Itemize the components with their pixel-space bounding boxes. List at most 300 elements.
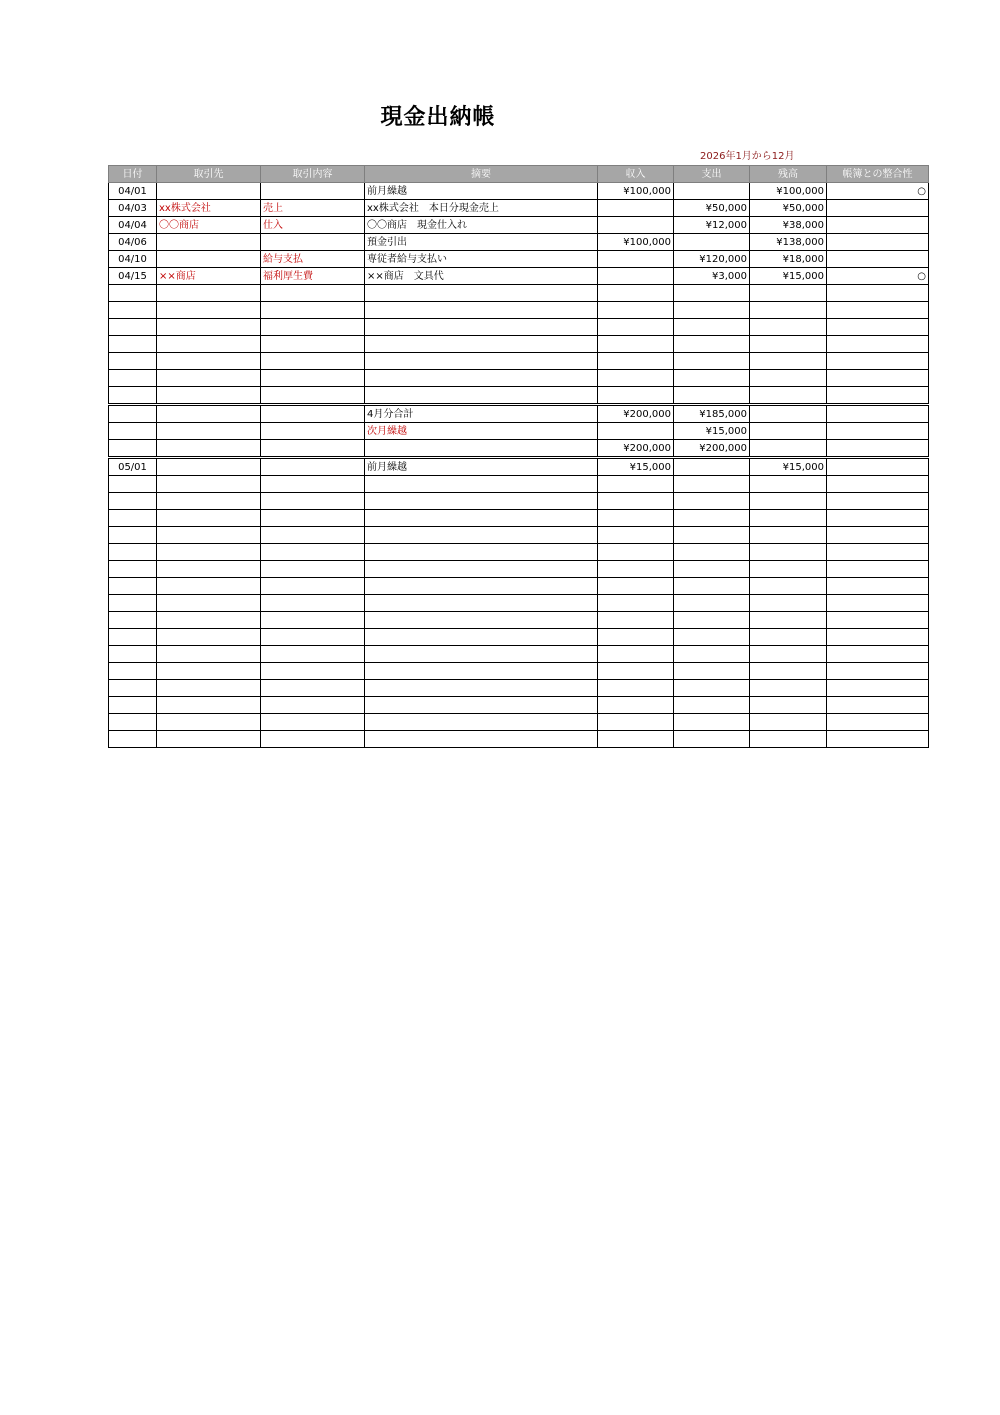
may-blank-rows <box>109 476 929 748</box>
cell[interactable] <box>598 493 674 510</box>
cell[interactable] <box>827 387 929 405</box>
cell[interactable] <box>827 353 929 370</box>
carry-next-row <box>109 423 929 440</box>
cell[interactable] <box>365 370 598 387</box>
month-income: ¥200,000 <box>598 405 674 423</box>
cell[interactable] <box>598 714 674 731</box>
cell[interactable] <box>365 353 598 370</box>
summary-cell: 〇〇商店 現金仕入れ <box>365 217 598 234</box>
expense-cell: ¥3,000 <box>674 268 750 285</box>
cell[interactable] <box>674 731 750 748</box>
cell[interactable] <box>365 336 598 353</box>
cell[interactable] <box>674 302 750 319</box>
income-cell <box>598 217 674 234</box>
summary-cell: 専従者給与支払い <box>365 251 598 268</box>
partner-cell: xx株式会社 <box>157 200 261 217</box>
summary-cell: 預金引出 <box>365 234 598 251</box>
expense-cell <box>674 234 750 251</box>
expense-cell <box>674 458 750 476</box>
check-cell <box>827 200 929 217</box>
cell[interactable] <box>109 493 157 510</box>
cell[interactable] <box>261 697 365 714</box>
cell[interactable] <box>261 527 365 544</box>
date-cell: 04/06 <box>109 234 157 251</box>
partner-cell <box>157 458 261 476</box>
cell[interactable] <box>674 493 750 510</box>
cell[interactable] <box>750 405 827 423</box>
cell[interactable] <box>109 612 157 629</box>
table-row <box>109 217 929 234</box>
cell[interactable] <box>750 595 827 612</box>
income-cell: ¥100,000 <box>598 183 674 200</box>
cell[interactable] <box>261 680 365 697</box>
cell[interactable] <box>157 646 261 663</box>
cell[interactable] <box>157 319 261 336</box>
cell[interactable] <box>365 646 598 663</box>
cell[interactable] <box>674 527 750 544</box>
date-cell: 05/01 <box>109 458 157 476</box>
cell[interactable] <box>750 319 827 336</box>
cell[interactable] <box>750 697 827 714</box>
date-cell: 04/03 <box>109 200 157 217</box>
cell[interactable] <box>750 663 827 680</box>
content-cell: 売上 <box>261 200 365 217</box>
cell[interactable] <box>157 663 261 680</box>
cell[interactable] <box>365 663 598 680</box>
cell[interactable] <box>365 302 598 319</box>
cell[interactable] <box>827 680 929 697</box>
cell[interactable] <box>157 353 261 370</box>
cell[interactable] <box>365 612 598 629</box>
date-cell: 04/10 <box>109 251 157 268</box>
blank-row <box>109 476 929 493</box>
check-cell: ○ <box>827 183 929 200</box>
cell[interactable] <box>598 370 674 387</box>
income-cell <box>598 251 674 268</box>
summary-cell: ××商店 文具代 <box>365 268 598 285</box>
header-expense: 支出 <box>674 166 750 183</box>
balance-cell: ¥50,000 <box>750 200 827 217</box>
cell[interactable] <box>157 578 261 595</box>
content-cell <box>261 183 365 200</box>
cell[interactable] <box>157 370 261 387</box>
cell[interactable] <box>261 336 365 353</box>
cell[interactable] <box>827 561 929 578</box>
date-cell: 04/04 <box>109 217 157 234</box>
cell[interactable] <box>827 493 929 510</box>
balance-cell: ¥138,000 <box>750 234 827 251</box>
cell[interactable] <box>827 646 929 663</box>
cell[interactable] <box>598 612 674 629</box>
cell[interactable] <box>261 423 365 440</box>
cell[interactable] <box>109 578 157 595</box>
income-cell: ¥15,000 <box>598 458 674 476</box>
cell[interactable] <box>109 663 157 680</box>
cell[interactable] <box>109 527 157 544</box>
cell[interactable] <box>109 423 157 440</box>
cell[interactable] <box>750 285 827 302</box>
cell[interactable] <box>827 440 929 458</box>
cell[interactable] <box>750 714 827 731</box>
income-cell <box>598 200 674 217</box>
april-blank-rows <box>109 285 929 405</box>
cell[interactable] <box>750 336 827 353</box>
blank-row <box>109 612 929 629</box>
cell[interactable] <box>598 663 674 680</box>
blank-row <box>109 680 929 697</box>
cell[interactable] <box>157 440 261 458</box>
cell[interactable] <box>365 697 598 714</box>
blank-row <box>109 731 929 748</box>
content-cell <box>261 458 365 476</box>
blank-row <box>109 353 929 370</box>
cell[interactable] <box>157 595 261 612</box>
cell[interactable] <box>109 440 157 458</box>
table-row <box>109 234 929 251</box>
cell[interactable] <box>674 663 750 680</box>
cell[interactable] <box>261 544 365 561</box>
blank-row <box>109 595 929 612</box>
blank-row <box>109 561 929 578</box>
cell[interactable] <box>157 336 261 353</box>
check-cell <box>827 234 929 251</box>
header-balance: 残高 <box>750 166 827 183</box>
grand-total-row <box>109 440 929 458</box>
table-row <box>109 251 929 268</box>
cell[interactable] <box>827 663 929 680</box>
cell[interactable] <box>674 561 750 578</box>
balance-cell: ¥100,000 <box>750 183 827 200</box>
cell[interactable] <box>109 387 157 405</box>
cell[interactable] <box>674 646 750 663</box>
blank-row <box>109 285 929 302</box>
cell[interactable] <box>109 646 157 663</box>
cell[interactable] <box>365 680 598 697</box>
cell[interactable] <box>261 578 365 595</box>
cell[interactable] <box>109 285 157 302</box>
cell[interactable] <box>750 423 827 440</box>
blank-row <box>109 629 929 646</box>
cell[interactable] <box>598 510 674 527</box>
header-content: 取引内容 <box>261 166 365 183</box>
partner-cell <box>157 183 261 200</box>
cell[interactable] <box>674 353 750 370</box>
cell[interactable] <box>261 646 365 663</box>
cell[interactable] <box>598 680 674 697</box>
content-cell: 福利厚生費 <box>261 268 365 285</box>
cell[interactable] <box>827 285 929 302</box>
cell[interactable] <box>598 423 674 440</box>
cell[interactable] <box>261 510 365 527</box>
content-cell <box>261 234 365 251</box>
cell[interactable] <box>674 336 750 353</box>
summary-cell: 前月繰越 <box>365 183 598 200</box>
cell[interactable] <box>827 697 929 714</box>
cell[interactable] <box>827 423 929 440</box>
expense-cell: ¥12,000 <box>674 217 750 234</box>
month-expense: ¥185,000 <box>674 405 750 423</box>
balance-cell: ¥15,000 <box>750 268 827 285</box>
cell[interactable] <box>827 405 929 423</box>
cell[interactable] <box>365 440 598 458</box>
cell[interactable] <box>157 680 261 697</box>
cell[interactable] <box>157 423 261 440</box>
cell[interactable] <box>365 544 598 561</box>
cell[interactable] <box>157 612 261 629</box>
cell[interactable] <box>827 714 929 731</box>
cell[interactable] <box>598 561 674 578</box>
cell[interactable] <box>750 476 827 493</box>
page-title: 現金出納帳 <box>380 105 496 130</box>
cell[interactable] <box>750 302 827 319</box>
cell[interactable] <box>827 612 929 629</box>
header-row <box>109 166 929 183</box>
cell[interactable] <box>261 405 365 423</box>
partner-cell <box>157 234 261 251</box>
balance-cell: ¥38,000 <box>750 217 827 234</box>
cell[interactable] <box>598 336 674 353</box>
cell[interactable] <box>827 370 929 387</box>
cell[interactable] <box>365 629 598 646</box>
expense-cell: ¥50,000 <box>674 200 750 217</box>
cell[interactable] <box>365 510 598 527</box>
cell[interactable] <box>598 697 674 714</box>
cell[interactable] <box>598 476 674 493</box>
cell[interactable] <box>674 370 750 387</box>
cell[interactable] <box>827 476 929 493</box>
content-cell: 給与支払 <box>261 251 365 268</box>
blank-row <box>109 578 929 595</box>
cell[interactable] <box>674 387 750 405</box>
header-income: 収入 <box>598 166 674 183</box>
cell[interactable] <box>598 544 674 561</box>
date-cell: 04/01 <box>109 183 157 200</box>
blank-row <box>109 370 929 387</box>
cell[interactable] <box>674 697 750 714</box>
cell[interactable] <box>157 387 261 405</box>
header-partner: 取引先 <box>157 166 261 183</box>
cell[interactable] <box>109 319 157 336</box>
cell[interactable] <box>827 302 929 319</box>
cell[interactable] <box>827 319 929 336</box>
cell[interactable] <box>157 697 261 714</box>
balance-cell: ¥18,000 <box>750 251 827 268</box>
cash-ledger-table <box>108 165 929 748</box>
cell[interactable] <box>674 544 750 561</box>
content-cell: 仕入 <box>261 217 365 234</box>
cell[interactable] <box>261 663 365 680</box>
date-cell: 04/15 <box>109 268 157 285</box>
cell[interactable] <box>750 612 827 629</box>
cell[interactable] <box>109 629 157 646</box>
period-label: 2026年1月から12月 <box>700 151 795 162</box>
cell[interactable] <box>674 612 750 629</box>
blank-row <box>109 319 929 336</box>
cell[interactable] <box>109 544 157 561</box>
cell[interactable] <box>827 731 929 748</box>
cell[interactable] <box>365 387 598 405</box>
cell[interactable] <box>261 493 365 510</box>
cell[interactable] <box>261 285 365 302</box>
cell[interactable] <box>365 595 598 612</box>
blank-row <box>109 714 929 731</box>
cell[interactable] <box>750 629 827 646</box>
check-cell <box>827 217 929 234</box>
cell[interactable] <box>750 731 827 748</box>
cell[interactable] <box>157 561 261 578</box>
cell[interactable] <box>674 319 750 336</box>
cell[interactable] <box>261 353 365 370</box>
cell[interactable] <box>674 714 750 731</box>
cell[interactable] <box>261 612 365 629</box>
cell[interactable] <box>827 510 929 527</box>
cell[interactable] <box>750 370 827 387</box>
cell[interactable] <box>674 510 750 527</box>
cell[interactable] <box>157 527 261 544</box>
cell[interactable] <box>598 387 674 405</box>
cell[interactable] <box>157 476 261 493</box>
cell[interactable] <box>827 595 929 612</box>
cell[interactable] <box>365 731 598 748</box>
cell[interactable] <box>109 353 157 370</box>
cell[interactable] <box>365 561 598 578</box>
grand-expense: ¥200,000 <box>674 440 750 458</box>
cell[interactable] <box>109 336 157 353</box>
cell[interactable] <box>365 319 598 336</box>
blank-row <box>109 646 929 663</box>
cell[interactable] <box>109 697 157 714</box>
cell[interactable] <box>674 476 750 493</box>
cell[interactable] <box>261 302 365 319</box>
cell[interactable] <box>157 731 261 748</box>
check-cell: ○ <box>827 268 929 285</box>
cell[interactable] <box>674 595 750 612</box>
cell[interactable] <box>157 405 261 423</box>
month-total-row <box>109 405 929 423</box>
cell[interactable] <box>109 595 157 612</box>
cell[interactable] <box>674 629 750 646</box>
cell[interactable] <box>750 353 827 370</box>
cell[interactable] <box>750 387 827 405</box>
cell[interactable] <box>750 646 827 663</box>
income-cell <box>598 268 674 285</box>
cell[interactable] <box>598 629 674 646</box>
cell[interactable] <box>365 714 598 731</box>
carry-next-label: 次月繰越 <box>365 423 598 440</box>
cell[interactable] <box>261 595 365 612</box>
cell[interactable] <box>365 578 598 595</box>
cell[interactable] <box>827 578 929 595</box>
table-row <box>109 268 929 285</box>
cell[interactable] <box>261 319 365 336</box>
summary-cell: 前月繰越 <box>365 458 598 476</box>
cell[interactable] <box>109 680 157 697</box>
cell[interactable] <box>109 510 157 527</box>
expense-cell <box>674 183 750 200</box>
cell[interactable] <box>598 646 674 663</box>
grand-income: ¥200,000 <box>598 440 674 458</box>
cell[interactable] <box>674 680 750 697</box>
cell[interactable] <box>598 319 674 336</box>
may-entries <box>109 458 929 476</box>
cell[interactable] <box>261 731 365 748</box>
cell[interactable] <box>750 440 827 458</box>
blank-row <box>109 493 929 510</box>
cell[interactable] <box>261 629 365 646</box>
cell[interactable] <box>109 302 157 319</box>
cell[interactable] <box>750 544 827 561</box>
cell[interactable] <box>109 731 157 748</box>
cell[interactable] <box>261 387 365 405</box>
cell[interactable] <box>261 370 365 387</box>
cell[interactable] <box>827 527 929 544</box>
cell[interactable] <box>827 336 929 353</box>
cell[interactable] <box>750 527 827 544</box>
cell[interactable] <box>674 578 750 595</box>
blank-row <box>109 336 929 353</box>
cell[interactable] <box>598 353 674 370</box>
cell[interactable] <box>750 493 827 510</box>
cell[interactable] <box>598 302 674 319</box>
cell[interactable] <box>157 629 261 646</box>
cell[interactable] <box>598 527 674 544</box>
cell[interactable] <box>157 510 261 527</box>
cell[interactable] <box>598 595 674 612</box>
cell[interactable] <box>109 561 157 578</box>
header-date: 日付 <box>109 166 157 183</box>
cell[interactable] <box>750 578 827 595</box>
cell[interactable] <box>109 714 157 731</box>
month-total-label: 4月分合計 <box>365 405 598 423</box>
cell[interactable] <box>750 561 827 578</box>
cell[interactable] <box>598 578 674 595</box>
cell[interactable] <box>261 440 365 458</box>
cell[interactable] <box>109 405 157 423</box>
cell[interactable] <box>598 285 674 302</box>
partner-cell: 〇〇商店 <box>157 217 261 234</box>
cell[interactable] <box>365 493 598 510</box>
cell[interactable] <box>827 544 929 561</box>
cell[interactable] <box>827 629 929 646</box>
header-summary: 摘要 <box>365 166 598 183</box>
income-cell: ¥100,000 <box>598 234 674 251</box>
blank-row <box>109 544 929 561</box>
blank-row <box>109 663 929 680</box>
cell[interactable] <box>674 285 750 302</box>
blank-row <box>109 510 929 527</box>
cell[interactable] <box>157 493 261 510</box>
cell[interactable] <box>261 714 365 731</box>
cell[interactable] <box>157 714 261 731</box>
cell[interactable] <box>598 731 674 748</box>
cell[interactable] <box>109 476 157 493</box>
cell[interactable] <box>261 561 365 578</box>
cell[interactable] <box>157 544 261 561</box>
cell[interactable] <box>261 476 365 493</box>
cell[interactable] <box>750 680 827 697</box>
cell[interactable] <box>365 527 598 544</box>
cell[interactable] <box>365 476 598 493</box>
cell[interactable] <box>109 370 157 387</box>
blank-row <box>109 697 929 714</box>
cell[interactable] <box>365 285 598 302</box>
cell[interactable] <box>157 302 261 319</box>
cell[interactable] <box>157 285 261 302</box>
april-totals <box>109 405 929 458</box>
table-row <box>109 200 929 217</box>
cell[interactable] <box>750 510 827 527</box>
balance-cell: ¥15,000 <box>750 458 827 476</box>
